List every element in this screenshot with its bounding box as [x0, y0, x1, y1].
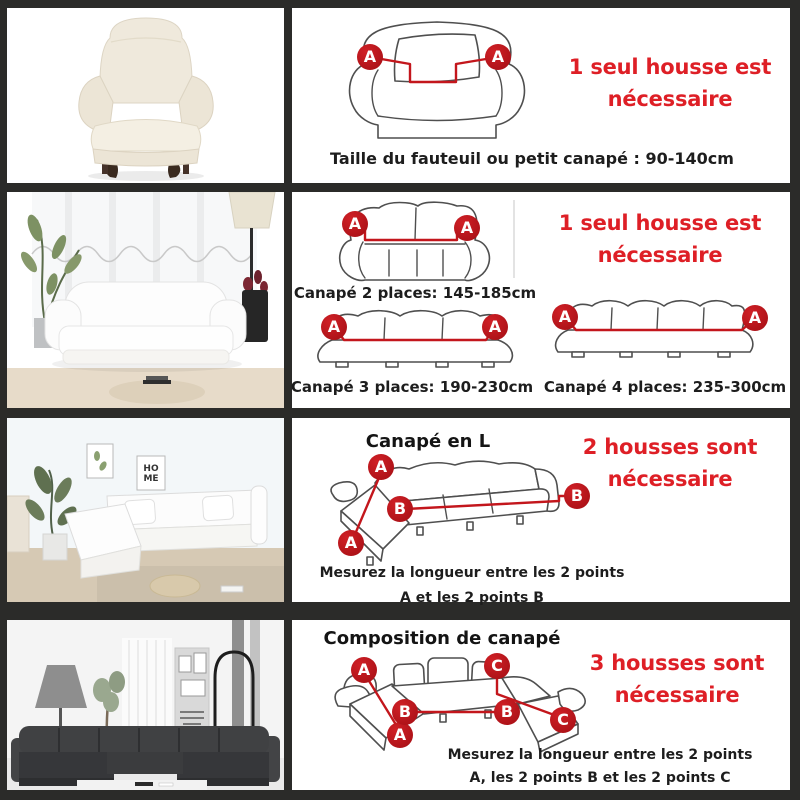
covers-needed-line1: 2 housses sont [582, 435, 758, 459]
point-a-badge: A [321, 314, 347, 340]
armchair-size-panel [292, 8, 790, 183]
point-a-badge: A [454, 215, 480, 241]
covers-needed-text [569, 52, 771, 115]
point-a-badge: A [338, 530, 364, 556]
l-sofa-title: Canapé en L [365, 431, 491, 452]
sofa-4-seats-caption: Canapé 4 places: 235-300cm [543, 378, 787, 396]
u-shaped-sofa-photo [7, 620, 284, 790]
point-a-badge: A [387, 722, 413, 748]
u-sofa-panel [292, 620, 790, 790]
u-sofa-photo-panel [7, 620, 284, 790]
covers-needed-text [590, 648, 764, 711]
sofa-sizes-panel [292, 192, 790, 408]
point-a-badge: A [357, 44, 383, 70]
l-shaped-sofa-photo [7, 418, 284, 602]
point-b-badge: B [387, 496, 413, 522]
measure-caption-line1: Mesurez la longueur entre les 2 points [447, 747, 753, 763]
point-c-badge: C [484, 653, 510, 679]
covers-needed-text [583, 432, 757, 495]
covers-needed-line1: 1 seul housse est [558, 211, 762, 235]
measure-caption-line1: Mesurez la longueur entre les 2 points [319, 565, 625, 581]
sofa-2-seats-diagram [317, 194, 517, 289]
covers-needed-text [559, 208, 761, 271]
point-a-badge: A [368, 454, 394, 480]
point-b-badge: B [494, 699, 520, 725]
point-a-badge: A [342, 211, 368, 237]
covers-needed-line2: nécessaire [614, 682, 740, 707]
frame-text-line2: ME [143, 474, 159, 484]
white-sofa-photo [7, 192, 284, 408]
u-sofa-title: Composition de canapé [323, 628, 561, 649]
measure-caption-line2: A et les 2 points B [400, 590, 544, 607]
sofa-2-seats-caption: Canapé 2 places: 145-185cm [293, 284, 537, 302]
l-sofa-measure-caption [320, 561, 625, 611]
covers-needed-line1: 1 seul housse est [568, 55, 772, 79]
point-a-badge: A [351, 657, 377, 683]
frame-text-line1: HO [143, 464, 159, 474]
covers-needed-line1: 3 housses sont [589, 651, 765, 675]
armchair-diagram [332, 12, 542, 147]
point-c-badge: C [550, 707, 576, 733]
point-a-badge: A [485, 44, 511, 70]
wingback-armchair-photo [7, 8, 284, 183]
measure-caption-line2: A, les 2 points B et les 2 points C [469, 770, 731, 787]
point-b-badge: B [392, 699, 418, 725]
sofa-3-seats-caption: Canapé 3 places: 190-230cm [290, 378, 534, 396]
covers-needed-line2: nécessaire [607, 86, 733, 111]
point-b-badge: B [564, 483, 590, 509]
sofa-photo-panel [7, 192, 284, 408]
point-a-badge: A [742, 305, 768, 331]
armchair-size-caption: Taille du fauteuil ou petit canapé : 90-140cm [330, 149, 734, 168]
u-sofa-measure-caption [448, 744, 753, 790]
covers-needed-line2: nécessaire [597, 242, 723, 267]
point-a-badge: A [552, 304, 578, 330]
armchair-photo-panel [7, 8, 284, 183]
l-sofa-photo-panel [7, 418, 284, 602]
point-a-badge: A [482, 314, 508, 340]
covers-needed-line2: nécessaire [607, 466, 733, 491]
l-sofa-panel [292, 418, 790, 607]
